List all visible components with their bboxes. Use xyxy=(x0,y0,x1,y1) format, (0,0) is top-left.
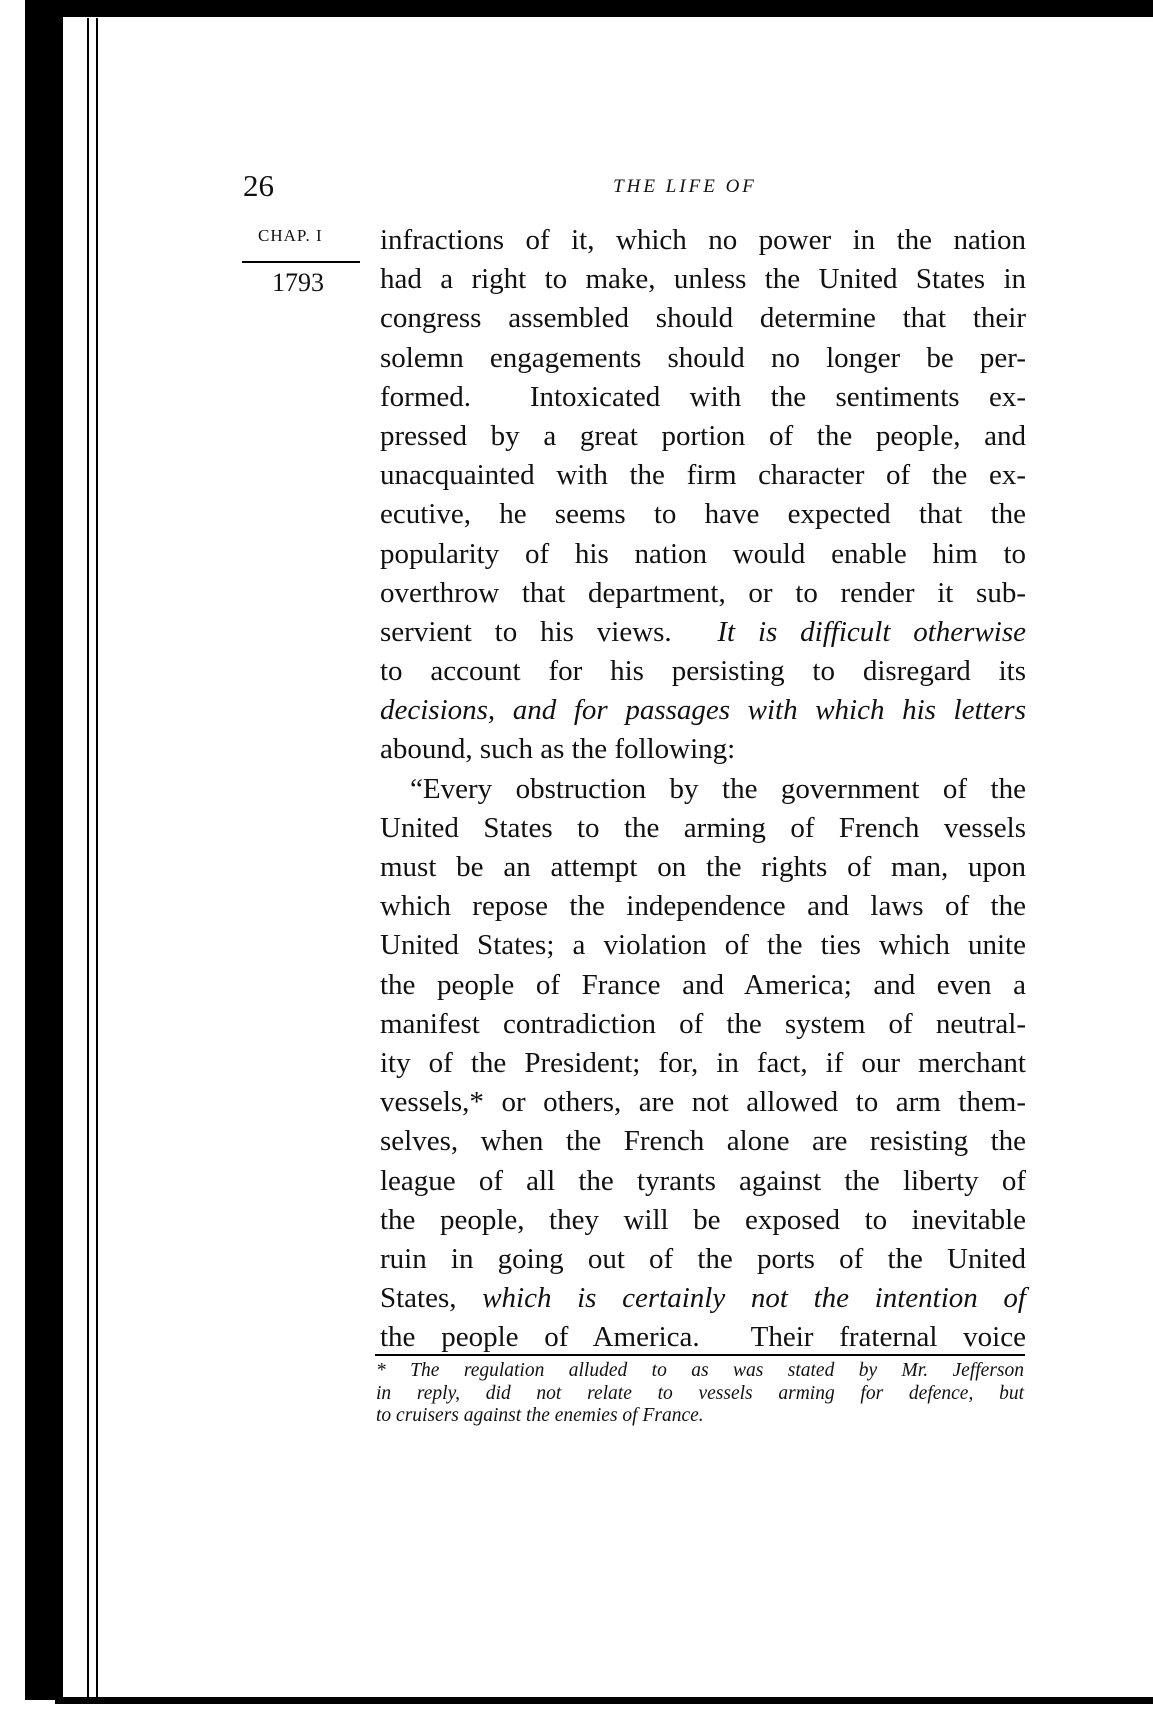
body-text xyxy=(380,221,1026,1357)
text-line xyxy=(380,770,1026,809)
text-line xyxy=(380,221,1026,260)
margin-year: 1793 xyxy=(272,268,324,297)
text-line xyxy=(380,1201,1026,1240)
text-segment: which is certainly not the intention of xyxy=(482,1282,1026,1315)
text-segment: vessels,* or others, are not allowed to arm them- xyxy=(380,1086,1026,1119)
text-segment: manifest contradiction of the system of neutral- xyxy=(380,1007,1026,1040)
text-segment: States, xyxy=(380,1282,483,1315)
text-line xyxy=(380,1044,1026,1083)
text-line xyxy=(380,417,1026,456)
scan-edge-line xyxy=(96,18,98,1698)
footnote-rule xyxy=(375,1354,1025,1356)
text-line xyxy=(380,456,1026,495)
footnote-line: in reply, did not relate to vessels arming for defence, but xyxy=(376,1382,1024,1404)
text-line xyxy=(380,299,1026,338)
text-line xyxy=(380,1162,1026,1201)
text-segment: ruin in going out of the ports of the United xyxy=(380,1242,1026,1275)
text-segment: abound, such as the following: xyxy=(380,733,736,766)
scan-bottom-border xyxy=(55,1697,1153,1704)
text-segment: the people of France and America; and even a xyxy=(380,968,1026,1001)
text-segment: decisions, and for passages with which his letters xyxy=(380,694,1026,727)
text-segment: the people of America. Their fraternal voice xyxy=(380,1321,1026,1354)
text-segment: solemn engagements should no longer be per- xyxy=(380,341,1026,374)
text-segment: servient to his views. xyxy=(380,615,718,648)
footnote-line: * The regulation alluded to as was stated by Mr. Jefferson xyxy=(376,1360,1024,1381)
text-line xyxy=(380,1122,1026,1161)
text-segment: formed. Intoxicated with the sentiments ex- xyxy=(380,380,1026,413)
text-line xyxy=(380,260,1026,299)
running-head: THE LIFE OF xyxy=(613,176,757,197)
text-segment: league of all the tyrants against the liberty of xyxy=(380,1164,1026,1197)
text-line xyxy=(380,652,1026,691)
text-line xyxy=(380,966,1026,1005)
text-segment: infractions of it, which no power in the nation xyxy=(380,224,1026,256)
text-line xyxy=(380,926,1026,965)
footnote xyxy=(376,1360,1024,1428)
text-line xyxy=(380,1279,1026,1318)
scan-top-border xyxy=(30,0,1153,17)
scan-binding-edge xyxy=(25,0,63,1700)
text-segment: pressed by a great portion of the people, and xyxy=(380,419,1026,452)
text-line xyxy=(380,691,1026,730)
page-number: 26 xyxy=(243,168,274,203)
margin-chapter: CHAP. I xyxy=(258,226,323,245)
text-line xyxy=(380,378,1026,417)
text-segment: “Every obstruction by the government of the xyxy=(410,772,1026,805)
text-line xyxy=(380,339,1026,378)
text-line xyxy=(380,1083,1026,1122)
text-line xyxy=(380,809,1026,848)
text-line xyxy=(380,1318,1026,1357)
text-segment: United States to the arming of French vessels xyxy=(380,811,1026,844)
text-segment: unacquainted with the firm character of the ex- xyxy=(380,459,1026,492)
text-segment: popularity of his nation would enable him to xyxy=(380,537,1026,570)
text-segment: had a right to make, unless the United States in xyxy=(380,263,1026,296)
text-segment: selves, when the French alone are resisting the xyxy=(380,1125,1026,1158)
footnote-line: to cruisers against the enemies of France. xyxy=(376,1405,704,1426)
text-segment: overthrow that department, or to render it sub- xyxy=(380,576,1026,609)
text-line xyxy=(380,574,1026,613)
text-line xyxy=(380,1240,1026,1279)
text-line xyxy=(380,535,1026,574)
text-segment: must be an attempt on the rights of man, upon xyxy=(380,851,1026,883)
text-line xyxy=(380,495,1026,534)
text-segment: congress assembled should determine that their xyxy=(380,302,1026,335)
margin-rule xyxy=(242,261,360,263)
text-line xyxy=(380,848,1026,887)
text-line xyxy=(380,1005,1026,1044)
text-segment: the people, they will be exposed to inevitable xyxy=(380,1203,1026,1236)
text-segment: United States; a violation of the ties which unite xyxy=(380,929,1026,962)
text-segment: ecutive, he seems to have expected that the xyxy=(380,498,1026,531)
text-segment: It is difficult otherwise xyxy=(717,615,1026,648)
scan-edge-line xyxy=(87,18,89,1698)
text-segment: which repose the independence and laws of the xyxy=(380,890,1026,923)
text-segment: ity of the President; for, in fact, if our merchant xyxy=(380,1046,1026,1079)
text-line xyxy=(380,613,1026,652)
text-line xyxy=(380,730,1026,769)
text-segment: to account for his persisting to disregard its xyxy=(380,655,1026,688)
text-line xyxy=(380,887,1026,926)
